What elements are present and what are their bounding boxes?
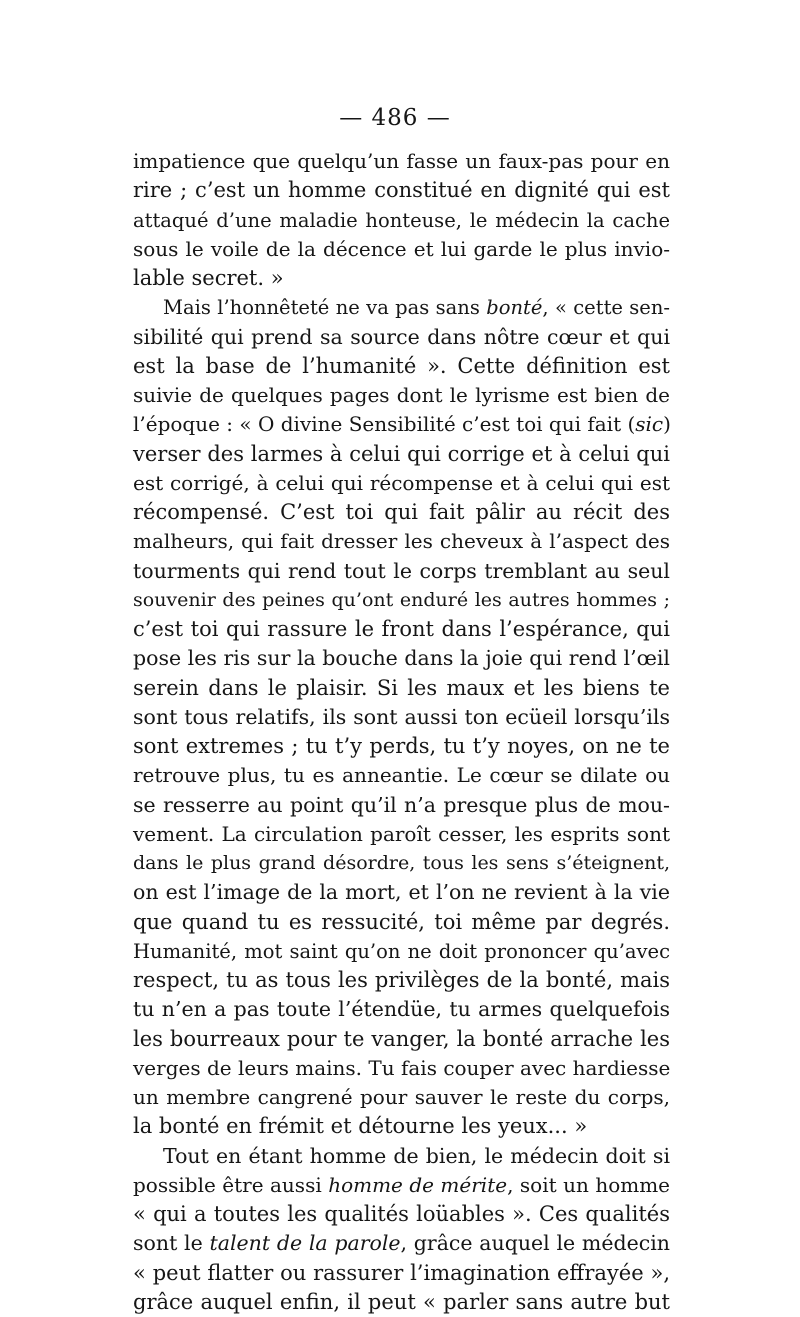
text-run: les bourreaux pour te vanger, la bonté arrache les (133, 1026, 670, 1051)
text-line (133, 586, 670, 615)
text-run: c’est toi qui rassure le front dans l’espérance, qui (133, 617, 670, 641)
text-line (133, 937, 670, 966)
text-run: serein dans le plaisir. Si les maux et les biens te (133, 675, 670, 700)
text-run: Tout en étant homme de bien, le médecin doit si (163, 1143, 670, 1168)
text-run: rire ; c’est un homme constitué en dignité qui est (133, 178, 670, 203)
text-run: respect, tu as tous les privilèges de la bonté, mais (133, 968, 670, 992)
text-line (133, 1288, 670, 1317)
text-run: tourments qui rend tout le corps tremblant au seul (133, 558, 670, 583)
text-run: « qui a toutes les qualités loüables ». Ces qualités (133, 1202, 670, 1226)
text-run: verges de leurs mains. Tu fais couper avec hardiesse (133, 1055, 671, 1080)
text-run: l’époque : « O divine Sensibilité c’est toi qui fait ( (133, 412, 636, 437)
text-line (133, 1200, 670, 1229)
text-line (133, 206, 670, 235)
text-line (133, 1083, 670, 1112)
text-run: possible être aussi (133, 1172, 329, 1197)
text-line (133, 323, 670, 352)
text-run: sont le (133, 1231, 210, 1256)
text-run: que quand tu es ressucité, toi même par degrés. (133, 909, 670, 934)
text-run: est corrigé, à celui qui récompense et à celui qui est (133, 470, 670, 495)
text-line (133, 1112, 670, 1141)
text-run: on est l’image de la mort, et l’on ne revient à la vie (133, 880, 670, 905)
text-run: impatience que quelqu’un fasse un faux-pas pour en (133, 149, 670, 173)
text-line (133, 732, 670, 761)
text-line (133, 381, 670, 410)
text-run: , grâce auquel le médecin (400, 1231, 670, 1256)
text-run: Humanité, mot saint qu’on ne doit prononcer qu’avec (133, 939, 670, 963)
text-line (133, 352, 670, 381)
text-run: « peut flatter ou rassurer l’imagination effrayée », (133, 1260, 670, 1285)
text-run: souvenir des peines qu’ont enduré les autres hommes ; (133, 588, 670, 611)
text-line (133, 615, 670, 644)
italic-run: talent de la parole (209, 1231, 401, 1256)
text-run: verser des larmes à celui qui corrige et à celui qui (133, 441, 670, 466)
text-line (133, 820, 670, 849)
text-line (133, 1171, 670, 1200)
text-line (133, 1229, 670, 1258)
text-run: sont tous relatifs, ils sont aussi ton ecüeil lorsqu’ils (133, 704, 670, 729)
paragraph-start-line (133, 1142, 670, 1171)
text-run: lable secret. » (133, 266, 284, 290)
italic-run: sic (635, 412, 664, 437)
text-run: vement. La circulation paroît cesser, les esprits sont (133, 821, 670, 846)
text-run: sibilité qui prend sa source dans nôtre cœur et qui (133, 324, 670, 349)
text-run: sous le voile de la décence et lui garde le plus invio- (133, 236, 670, 261)
text-run: un membre cangrené pour sauver le reste du corps, (133, 1085, 670, 1109)
text-line (133, 147, 670, 176)
text-run: pose les ris sur la bouche dans la joie qui rend l’œil (133, 646, 670, 671)
text-line (133, 674, 670, 703)
text-line (133, 703, 670, 732)
text-line (133, 557, 670, 586)
text-run: grâce auquel enfin, il peut « parler sans autre but (133, 1289, 670, 1314)
text-line (133, 1259, 670, 1288)
text-line (133, 176, 670, 205)
text-run: , soit un homme (507, 1172, 671, 1197)
text-line (133, 878, 670, 907)
text-line (133, 1025, 670, 1054)
text-run: est la base de l’humanité ». Cette définition est (133, 353, 670, 378)
text-line (133, 791, 670, 820)
text-run: la bonté en frémit et détourne les yeux... » (133, 1114, 588, 1139)
text-line (133, 469, 670, 498)
text-line (133, 527, 670, 556)
text-line (133, 995, 670, 1024)
text-line (133, 761, 670, 790)
text-run: attaqué d’une maladie honteuse, le médecin la cache (133, 208, 670, 232)
text-run: se resserre au point qu’il n’a presque plus de mou- (133, 792, 670, 817)
text-run: malheurs, qui fait dresser les cheveux à l’aspect des (133, 529, 670, 554)
text-line (133, 264, 670, 293)
text-run: Mais l’honnêteté ne va pas sans (163, 296, 487, 320)
text-run: ) (663, 412, 671, 437)
text-line (133, 498, 670, 527)
text-run: récompensé. C’est toi qui fait pâlir au récit des (133, 500, 670, 524)
text-run: suivie de quelques pages dont le lyrisme est bien de (133, 383, 670, 407)
text-line (133, 644, 670, 673)
text-run: , « cette sen- (542, 296, 670, 320)
text-line (133, 410, 670, 439)
text-run: sont extremes ; tu t’y perds, tu t’y noyes, on ne te (133, 734, 670, 758)
text-line (133, 966, 670, 995)
text-line (133, 849, 670, 878)
italic-run: bonté (486, 296, 543, 320)
paragraph-start-line (133, 293, 670, 322)
text-run: retrouve plus, tu es anneantie. Le cœur se dilate ou (133, 763, 670, 788)
text-line (133, 1054, 670, 1083)
page-number: — 486 — (339, 105, 451, 131)
italic-run: homme de mérite (328, 1172, 508, 1197)
text-run: tu n’en a pas toute l’étendüe, tu armes quelquefois (133, 997, 670, 1022)
text-line (133, 440, 670, 469)
text-line (133, 908, 670, 937)
text-line (133, 235, 670, 264)
text-run: dans le plus grand désordre, tous les sens s’éteignent, (133, 852, 670, 874)
body-text (133, 147, 670, 1317)
